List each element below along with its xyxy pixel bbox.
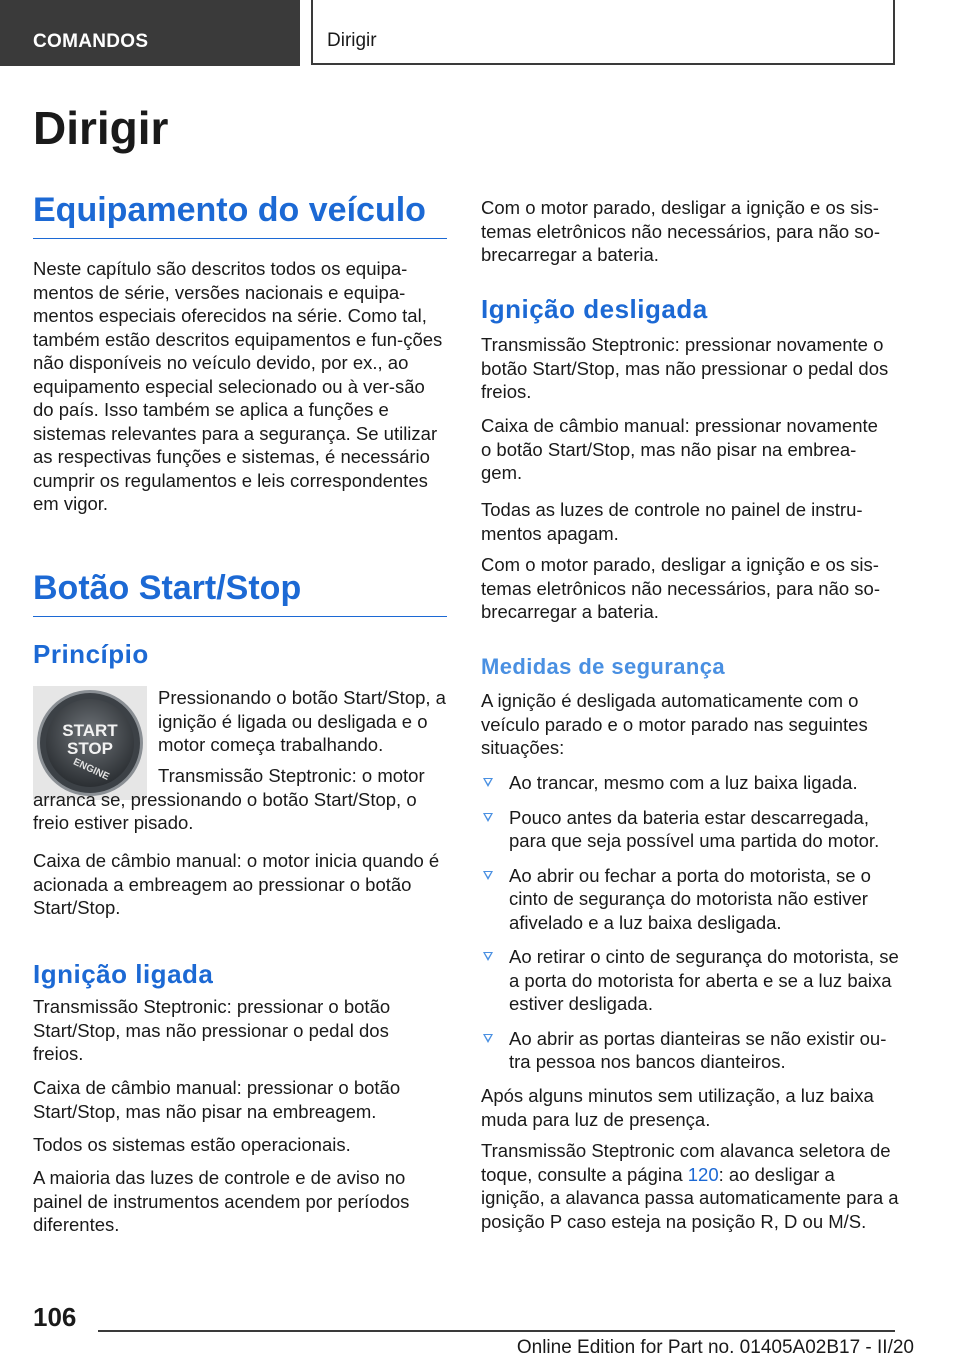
heading-botao-start-stop: Botão Start/Stop bbox=[33, 568, 447, 617]
ignicao-desligada-text-2: Caixa de câmbio manual: pressionar novamente o botão Start/Stop, mas não pisar na embrea-gem. bbox=[481, 415, 878, 483]
page-header bbox=[0, 0, 960, 66]
triangle-bullet-icon bbox=[483, 871, 493, 880]
section-label: COMANDOS bbox=[0, 0, 300, 66]
list-item: Ao abrir ou fechar a porta do motorista, se o cinto de segurança do motorista não estiver afivelado e a luz baixa desligada. bbox=[481, 864, 899, 935]
ignicao-ligada-text-2: Caixa de câmbio manual: pressionar o botão Start/Stop, mas não pisar na embreagem. bbox=[33, 1077, 401, 1122]
intro-text: Com o motor parado, desligar a ignição e os sis-temas eletrônicos não necessários, para não so-brecarregar a bateria. bbox=[481, 197, 880, 265]
heading-ignicao-desligada: Ignição desligada bbox=[481, 294, 708, 324]
list-item: Ao retirar o cinto de segurança do motorista, se a porta do motorista for aberta e se a luz baixa estiver desligada. bbox=[481, 945, 899, 1016]
ignicao-ligada-text-1: Transmissão Steptronic: pressionar o botão Start/Stop, mas não pressionar o pedal dos freios. bbox=[33, 996, 391, 1064]
heading-medidas-seguranca: Medidas de segurança bbox=[481, 654, 725, 679]
medidas-after-text: Após alguns minutos sem utilização, a luz baixa muda para luz de presença. bbox=[481, 1085, 874, 1130]
list-item: Ao trancar, mesmo com a luz baixa ligada. bbox=[481, 771, 899, 795]
medidas-last-text: Transmissão Steptronic com alavanca seletora de toque, consulte a página 120: ao desligar a ignição, a alavanca passa automaticamente para a posição P caso esteja na posição R, D ou M/S. bbox=[481, 1140, 899, 1232]
triangle-bullet-icon bbox=[483, 952, 493, 961]
principio-text-3: Caixa de câmbio manual: o motor inicia quando é acionada a embreagem ao pressionar o botão Start/Stop. bbox=[33, 850, 440, 918]
triangle-bullet-icon bbox=[483, 813, 493, 822]
heading-principio: Princípio bbox=[33, 639, 149, 669]
heading-ignicao-ligada: Ignição ligada bbox=[33, 959, 214, 989]
equipamento-text: Neste capítulo são descritos todos os equipa-mentos de série, versões nacionais e equipa-mentos especiais oferecidos na série. Como tal, também estão descritos equipamentos e fun-ções não disponíveis no veículo devido, por ex., ao equipamento especial selecionado ou à ver-são do país. Isso também se aplica a funções e sistemas relevantes para a segurança. Se utilizar as respectivas funções e sistemas, é necessário cumprir os regulamentos e leis correspondentes em vigor. bbox=[33, 258, 443, 514]
principio-text-2: Transmissão Steptronic: o motor arranca se, pressionando o botão Start/Stop, o freio estiver pisado. bbox=[33, 765, 425, 833]
list-item: Ao abrir as portas dianteiras se não existir ou-tra pessoa nos bancos dianteiros. bbox=[481, 1027, 899, 1074]
ignicao-desligada-text-3: Todas as luzes de controle no painel de instru-mentos apagam. bbox=[481, 499, 863, 544]
ignicao-desligada-text-1: Transmissão Steptronic: pressionar novamente o botão Start/Stop, mas não pressionar o pedal dos freios. bbox=[481, 334, 889, 402]
chapter-label: Dirigir bbox=[311, 0, 895, 65]
engine-label: ENGINE bbox=[71, 756, 111, 783]
stop-label: STOP bbox=[67, 739, 113, 758]
page-link-120[interactable]: 120 bbox=[687, 1163, 719, 1185]
ignicao-ligada-text-3: Todos os sistemas estão operacionais. bbox=[33, 1134, 351, 1155]
page-number: 106 bbox=[33, 1302, 77, 1332]
triangle-bullet-icon bbox=[483, 1034, 493, 1043]
medidas-bullet-list bbox=[481, 771, 899, 1085]
triangle-bullet-icon bbox=[483, 778, 493, 787]
edition-note: Online Edition for Part no. 01405A02B17 - II/20 bbox=[516, 1337, 914, 1358]
medidas-intro: A ignição é desligada automaticamente com o veículo parado e o motor parado nas seguintes situações: bbox=[481, 690, 868, 758]
page-title: Dirigir bbox=[33, 102, 169, 154]
ignicao-ligada-text-4: A maioria das luzes de controle e de aviso no painel de instrumentos acendem por períodos diferentes. bbox=[33, 1167, 410, 1235]
heading-equipamento: Equipamento do veículo bbox=[33, 190, 447, 239]
ignicao-desligada-text-4: Com o motor parado, desligar a ignição e os sis-temas eletrônicos não necessários, para não so-brecarregar a bateria. bbox=[481, 554, 880, 622]
list-item: Pouco antes da bateria estar descarregada, para que seja possível uma partida do motor. bbox=[481, 806, 899, 853]
start-label: START bbox=[62, 721, 118, 740]
principio-text-1: Pressionando o botão Start/Stop, a ignição é ligada ou desligada e o motor começa trabalhando. bbox=[158, 687, 446, 755]
footer-divider bbox=[98, 1330, 895, 1332]
